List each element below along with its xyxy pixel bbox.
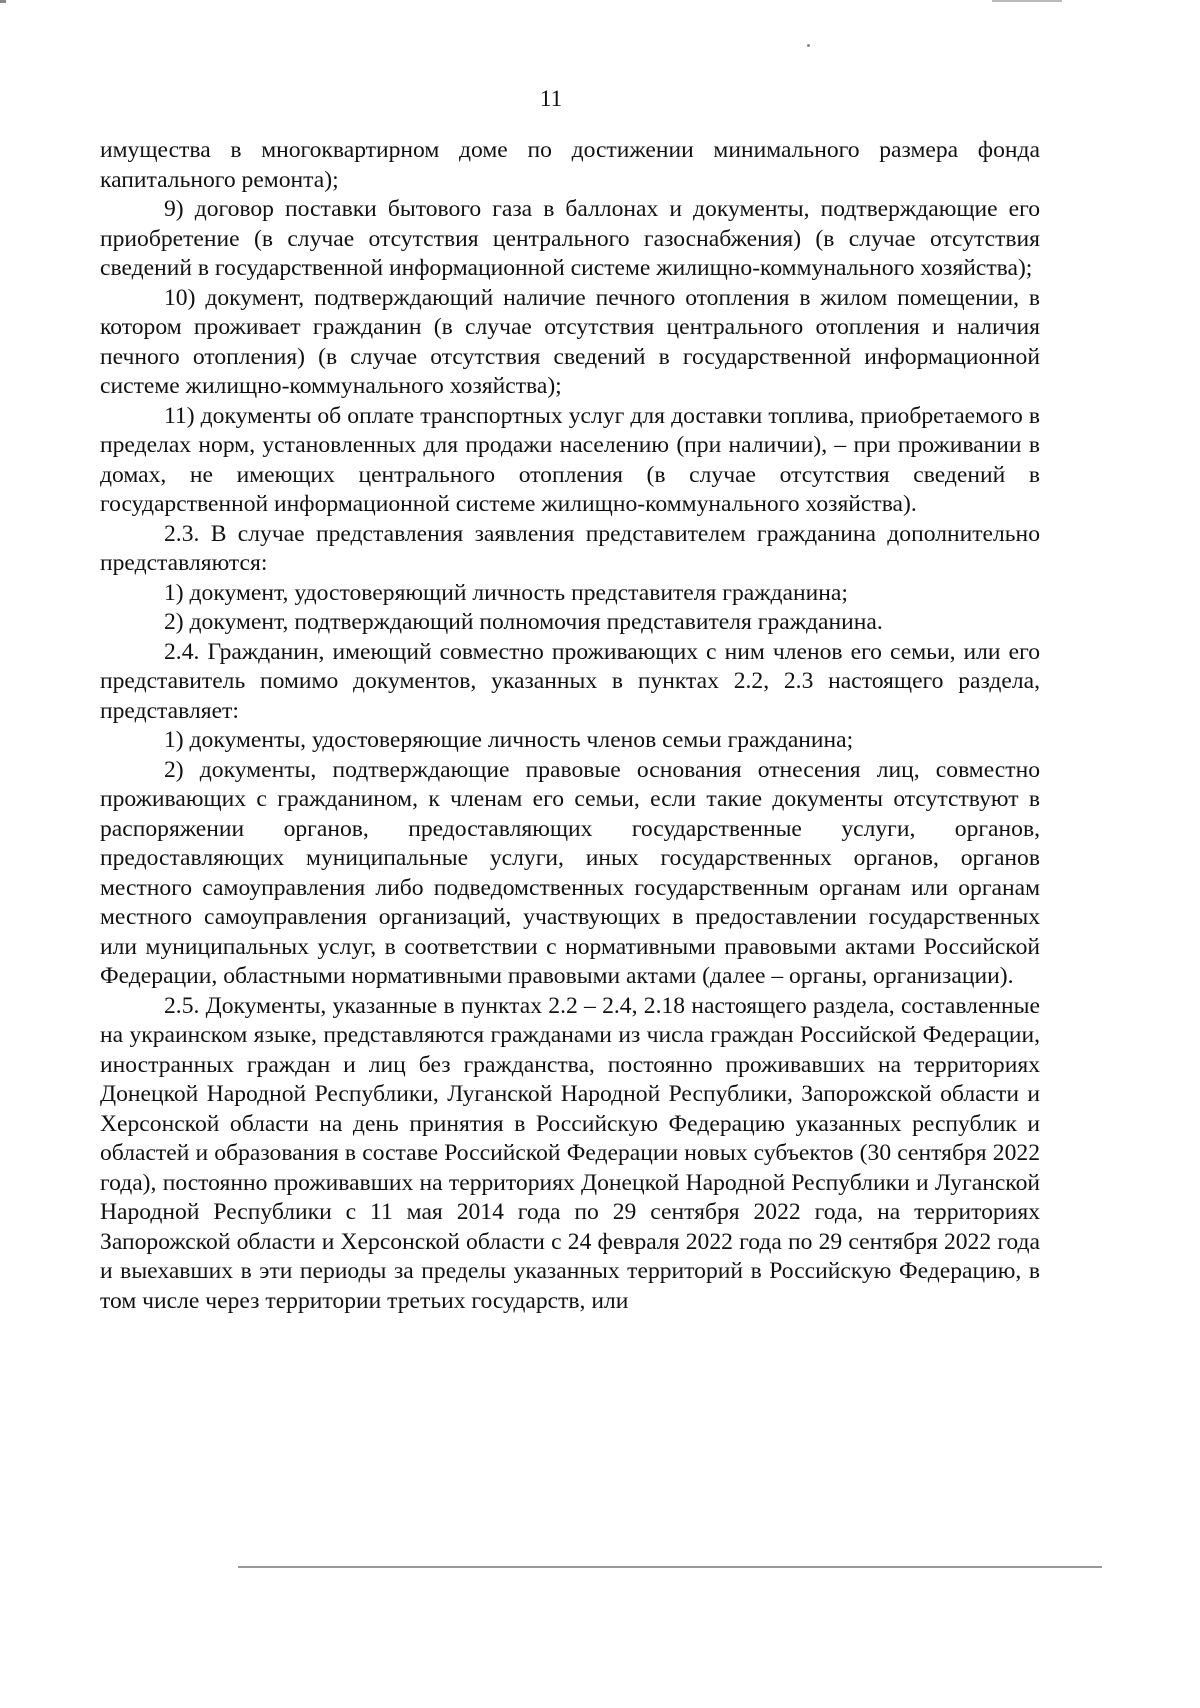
scan-artifact <box>0 0 6 3</box>
paragraph: 1) документ, удостоверяющий личность представителя гражданина; <box>164 579 848 606</box>
paragraph: 2.4. Гражданин, имеющий совместно проживающих с ним членов его семьи, или его представитель помимо документов, указанных в пунктах 2.2, 2.3 настоящего раздела, представляет: <box>100 638 1040 724</box>
page-number: 11 <box>539 86 563 111</box>
paragraph: 9) договор поставки бытового газа в баллонах и документы, подтверждающие его приобретение (в случае отсутствия центрального газоснабжения) (в случае отсутствия сведений в государственной информационной системе жилищно-коммунального хозяйства); <box>100 196 1040 281</box>
paragraph: 2.5. Документы, указанные в пунктах 2.2 – 2.4, 2.18 настоящего раздела, составленные на украинском языке, представляются гражданами из числа граждан Российской Федерации, иностранных граждан и лиц без гражданства, постоянно проживавших на территориях Донецкой Народной Республики, Луганской Народной Республики, Запорожской области и Херсонской области на день принятия в Российскую Федерацию указанных республик и областей и образования в составе Российской Федерации новых субъектов (30 сентября 2022 года), постоянно проживавших на территориях Донецкой Народной Республики и Луганской Народной Республики с 11 мая 2014 года по 29 сентября 2022 года, на территориях Запорожской области и Херсонской области с 24 февраля 2022 года по 29 сентября 2022 года и выехавших в эти периоды за пределы указанных территорий в Российскую Федерацию, в том числе через территории третьих государств, или <box>100 992 1040 1314</box>
scan-artifact <box>238 1566 1102 1568</box>
document-body <box>100 136 1040 1316</box>
paragraph: 1) документы, удостоверяющие личность членов семьи гражданина; <box>164 727 854 753</box>
paragraph: имущества в многоквартирном доме по достижении минимального размера фонда капитального ремонта); <box>100 137 1040 193</box>
scan-artifact <box>992 0 1062 2</box>
paragraph: 2) документ, подтверждающий полномочия представителя гражданина. <box>164 609 883 635</box>
paragraph: 2) документы, подтверждающие правовые основания отнесения лиц, совместно проживающих с гражданином, к членам его семьи, если такие документы отсутствуют в распоряжении органов, предоставляющих государственные услуги, органов, предоставляющих муниципальные услуги, иных государственных органов, органов местного самоуправления либо подведомственных государственным органам или органам местного самоуправления организаций, участвующих в предоставлении государственных или муниципальных услуг, в соответствии с нормативными правовыми актами Российской Федерации, областными нормативными правовыми актами (далее – органы, организации). <box>100 756 1040 989</box>
paragraph: 10) документ, подтверждающий наличие печного отопления в жилом помещении, в котором проживает гражданин (в случае отсутствия центрального отопления и наличия печного отопления) (в случае отсутствия сведений в государственной информационной системе жилищно-коммунального хозяйства); <box>100 284 1040 399</box>
scan-artifact <box>807 44 810 47</box>
paragraph: 11) документы об оплате транспортных услуг для доставки топлива, приобретаемого в пределах норм, установленных для продажи населению (при наличии), – при проживании в домах, не имеющих центрального отопления (в случае отсутствия сведений в государственной информационной системе жилищно-коммунального хозяйства). <box>100 402 1040 517</box>
paragraph: 2.3. В случае представления заявления представителем гражданина дополнительно представляются: <box>100 520 1040 576</box>
